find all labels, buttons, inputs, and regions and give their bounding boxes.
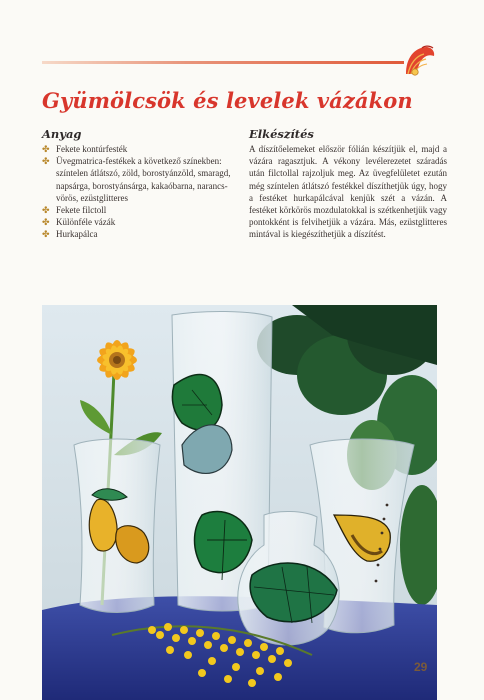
materials-list (42, 143, 232, 241)
materials-section (42, 127, 232, 241)
page-number: 29 (414, 660, 428, 674)
list-item: ✤ Fekete kontúrfesték (42, 144, 128, 154)
list-item: ✤ Üvegmatrica-festékek a következő színekben: színtelen átlátszó, zöld, borostyánzöld, smaragd, napsárga, borostyánsárga, kakaóbarna, narancs-vörös, ezüstglitteres (42, 156, 231, 203)
list-item: ✤ Hurkapálca (42, 229, 98, 240)
method-section (249, 127, 447, 241)
method-heading: Elkészítés (249, 127, 314, 141)
materials-heading: Anyag (42, 127, 82, 141)
cross-bullet-icon: ✤ (42, 217, 50, 228)
list-item: ✤ Különféle vázák (42, 217, 116, 228)
vases-photo (42, 305, 437, 700)
method-text: A díszítőelemeket először fólián készítjük el, majd a vázára ragasztjuk. A vékony levélerezetet száradás után filctollal rajzoljuk meg. Az üvegfelületet ezután még színtelen átlátszó festékkel díszíthetjük úgy, hogy a festéket hurkapálcával kenjük szét a vázán. A festéket körkörös mozdulatokkal is szétkenhetjük vagy pontokként is felvihetjük a vázára. Más, ezüstglitteres mintával is kiegészíthetjük a díszítést. (249, 144, 447, 240)
list-item: ✤ Fekete filctoll (42, 205, 107, 216)
cross-bullet-icon: ✤ (42, 205, 50, 216)
cross-bullet-icon: ✤ (42, 156, 50, 167)
cross-bullet-icon: ✤ (42, 144, 50, 154)
left-vase-with-pears (74, 439, 160, 613)
top-divider-line (42, 61, 404, 64)
red-fan-ornament-icon (402, 44, 436, 76)
page-title: Gyümölcsök és levelek vázákon (42, 88, 413, 113)
cross-bullet-icon: ✤ (42, 229, 50, 240)
